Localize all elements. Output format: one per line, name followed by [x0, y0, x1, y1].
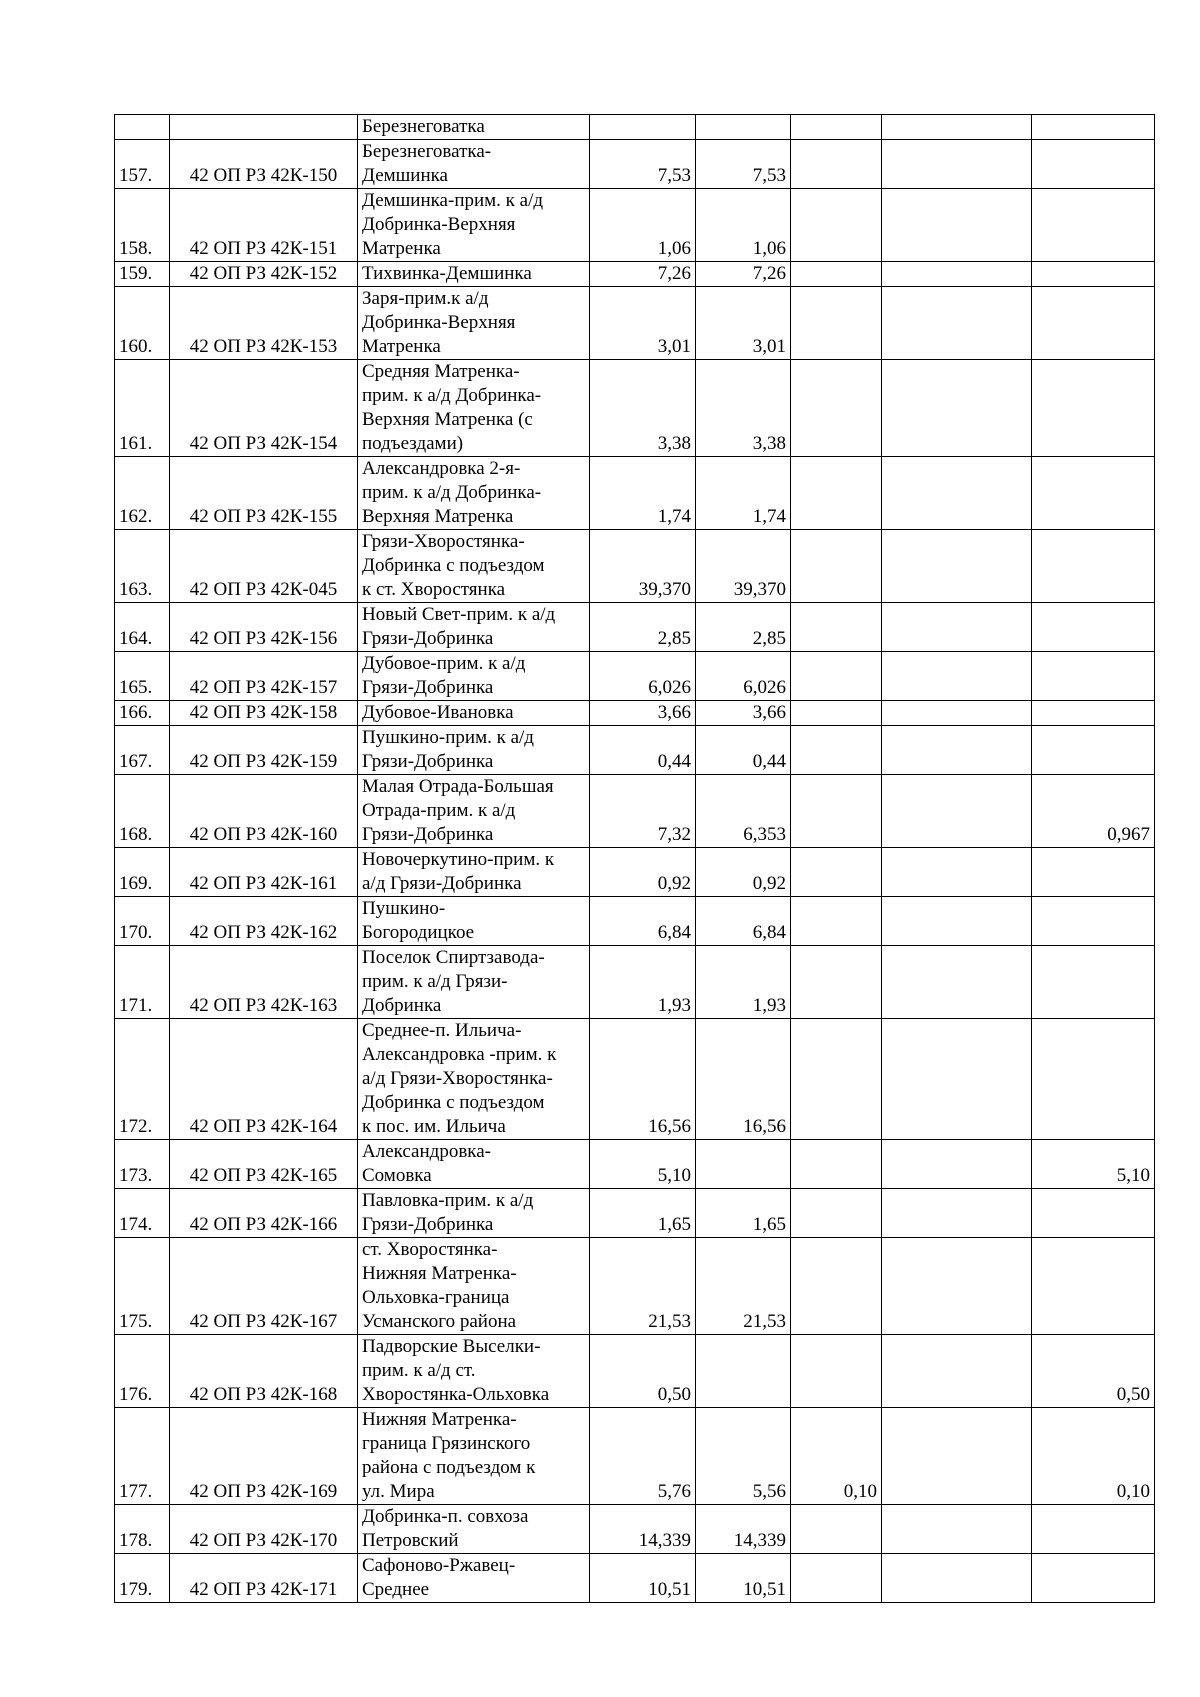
- road-name-cell: Пушкино-прим. к а/д Грязи-Добринка: [358, 726, 590, 775]
- length-col-1-cell: 7,53: [696, 140, 791, 189]
- length-col-1-cell: 1,65: [696, 1189, 791, 1238]
- road-name-cell: Добринка-п. совхоза Петровский: [358, 1505, 590, 1554]
- total-length-cell: 7,32: [590, 775, 696, 848]
- length-col-1-cell: 3,66: [696, 701, 791, 726]
- road-id-cell: 42 ОП РЗ 42К-161: [170, 848, 358, 897]
- length-col-3-cell: [882, 530, 1032, 603]
- road-name-cell: Падворские Выселки- прим. к а/д ст. Хворостянка-Ольховка: [358, 1335, 590, 1408]
- length-col-1-cell: 0,92: [696, 848, 791, 897]
- road-id-cell: 42 ОП РЗ 42К-154: [170, 360, 358, 457]
- length-col-1-cell: 1,06: [696, 189, 791, 262]
- road-id-cell: 42 ОП РЗ 42К-045: [170, 530, 358, 603]
- length-col-1-cell: 3,01: [696, 287, 791, 360]
- road-name-cell: Березнеговатка- Демшинка: [358, 140, 590, 189]
- length-col-4-cell: [1032, 287, 1155, 360]
- length-col-2-cell: [791, 1019, 882, 1140]
- road-id-cell: 42 ОП РЗ 42К-152: [170, 262, 358, 287]
- row-number-cell: 163.: [115, 530, 170, 603]
- total-length-cell: 3,38: [590, 360, 696, 457]
- length-col-4-cell: [1032, 897, 1155, 946]
- length-col-4-cell: 0,10: [1032, 1408, 1155, 1505]
- table-row: [115, 1189, 1155, 1238]
- row-number-cell: 173.: [115, 1140, 170, 1189]
- total-length-cell: 1,65: [590, 1189, 696, 1238]
- length-col-4-cell: [1032, 530, 1155, 603]
- length-col-4-cell: [1032, 140, 1155, 189]
- road-name-cell: Нижняя Матренка- граница Грязинского района с подъездом к ул. Мира: [358, 1408, 590, 1505]
- row-number-cell: 175.: [115, 1238, 170, 1335]
- length-col-1-cell: 39,370: [696, 530, 791, 603]
- length-col-1-cell: 7,26: [696, 262, 791, 287]
- length-col-2-cell: [791, 726, 882, 775]
- length-col-3-cell: [882, 360, 1032, 457]
- table-row: [115, 848, 1155, 897]
- length-col-2-cell: [791, 701, 882, 726]
- road-name-cell: Тихвинка-Демшинка: [358, 262, 590, 287]
- total-length-cell: 2,85: [590, 603, 696, 652]
- length-col-3-cell: [882, 652, 1032, 701]
- row-number-cell: 169.: [115, 848, 170, 897]
- road-id-cell: 42 ОП РЗ 42К-162: [170, 897, 358, 946]
- length-col-1-cell: 10,51: [696, 1554, 791, 1603]
- table-row: [115, 1019, 1155, 1140]
- table-row: [115, 530, 1155, 603]
- table-row: [115, 652, 1155, 701]
- length-col-4-cell: [1032, 726, 1155, 775]
- table-row: [115, 1505, 1155, 1554]
- length-col-1-cell: 16,56: [696, 1019, 791, 1140]
- road-name-cell: Грязи-Хворостянка- Добринка с подъездом к ст. Хворостянка: [358, 530, 590, 603]
- road-id-cell: 42 ОП РЗ 42К-155: [170, 457, 358, 530]
- total-length-cell: 39,370: [590, 530, 696, 603]
- length-col-3-cell: [882, 1140, 1032, 1189]
- length-col-3-cell: [882, 1189, 1032, 1238]
- table-row: [115, 457, 1155, 530]
- road-id-cell: 42 ОП РЗ 42К-159: [170, 726, 358, 775]
- road-name-cell: Демшинка-прим. к а/д Добринка-Верхняя Матренка: [358, 189, 590, 262]
- length-col-4-cell: [1032, 1238, 1155, 1335]
- total-length-cell: 7,26: [590, 262, 696, 287]
- road-id-cell: 42 ОП РЗ 42К-171: [170, 1554, 358, 1603]
- length-col-1-cell: [696, 1140, 791, 1189]
- length-col-4-cell: 0,50: [1032, 1335, 1155, 1408]
- road-id-cell: 42 ОП РЗ 42К-168: [170, 1335, 358, 1408]
- road-id-cell: 42 ОП РЗ 42К-164: [170, 1019, 358, 1140]
- road-name-cell: Заря-прим.к а/д Добринка-Верхняя Матренка: [358, 287, 590, 360]
- row-number-cell: 161.: [115, 360, 170, 457]
- total-length-cell: 21,53: [590, 1238, 696, 1335]
- road-id-cell: 42 ОП РЗ 42К-158: [170, 701, 358, 726]
- road-name-cell: Дубовое-Ивановка: [358, 701, 590, 726]
- table-row: [115, 1238, 1155, 1335]
- row-number-cell: 166.: [115, 701, 170, 726]
- length-col-3-cell: [882, 1238, 1032, 1335]
- road-name-cell: Среднее-п. Ильича- Александровка -прим. к а/д Грязи-Хворостянка- Добринка с подъездом к пос. им. Ильича: [358, 1019, 590, 1140]
- road-id-cell: 42 ОП РЗ 42К-166: [170, 1189, 358, 1238]
- road-name-cell: Малая Отрада-Большая Отрада-прим. к а/д Грязи-Добринка: [358, 775, 590, 848]
- total-length-cell: 5,10: [590, 1140, 696, 1189]
- table-row: [115, 189, 1155, 262]
- table-body: [115, 115, 1155, 1603]
- length-col-1-cell: 2,85: [696, 603, 791, 652]
- row-number-cell: 159.: [115, 262, 170, 287]
- length-col-4-cell: [1032, 1189, 1155, 1238]
- length-col-4-cell: [1032, 115, 1155, 140]
- road-id-cell: 42 ОП РЗ 42К-165: [170, 1140, 358, 1189]
- length-col-2-cell: [791, 115, 882, 140]
- table-row: [115, 603, 1155, 652]
- length-col-2-cell: [791, 530, 882, 603]
- length-col-3-cell: [882, 457, 1032, 530]
- length-col-4-cell: [1032, 1019, 1155, 1140]
- row-number-cell: 164.: [115, 603, 170, 652]
- road-name-cell: Пушкино- Богородицкое: [358, 897, 590, 946]
- row-number-cell: [115, 115, 170, 140]
- road-id-cell: 42 ОП РЗ 42К-160: [170, 775, 358, 848]
- table-row: [115, 360, 1155, 457]
- table-row: [115, 140, 1155, 189]
- length-col-2-cell: [791, 848, 882, 897]
- length-col-2-cell: [791, 287, 882, 360]
- length-col-2-cell: [791, 775, 882, 848]
- length-col-1-cell: [696, 115, 791, 140]
- road-id-cell: 42 ОП РЗ 42К-170: [170, 1505, 358, 1554]
- length-col-3-cell: [882, 1335, 1032, 1408]
- road-name-cell: Новый Свет-прим. к а/д Грязи-Добринка: [358, 603, 590, 652]
- total-length-cell: 1,74: [590, 457, 696, 530]
- length-col-3-cell: [882, 262, 1032, 287]
- row-number-cell: 174.: [115, 1189, 170, 1238]
- road-name-cell: Новочеркутино-прим. к а/д Грязи-Добринка: [358, 848, 590, 897]
- length-col-2-cell: [791, 1238, 882, 1335]
- table-row: [115, 775, 1155, 848]
- total-length-cell: 0,44: [590, 726, 696, 775]
- length-col-2-cell: [791, 1335, 882, 1408]
- length-col-2-cell: [791, 603, 882, 652]
- road-name-cell: Сафоново-Ржавец- Среднее: [358, 1554, 590, 1603]
- table-row: [115, 897, 1155, 946]
- road-name-cell: ст. Хворостянка- Нижняя Матренка- Ольховка-граница Усманского района: [358, 1238, 590, 1335]
- table-row: [115, 287, 1155, 360]
- table-row: [115, 701, 1155, 726]
- length-col-1-cell: 1,74: [696, 457, 791, 530]
- length-col-2-cell: [791, 1189, 882, 1238]
- row-number-cell: 177.: [115, 1408, 170, 1505]
- road-name-cell: Березнеговатка: [358, 115, 590, 140]
- row-number-cell: 168.: [115, 775, 170, 848]
- length-col-3-cell: [882, 287, 1032, 360]
- length-col-2-cell: [791, 1140, 882, 1189]
- row-number-cell: 176.: [115, 1335, 170, 1408]
- table-row: [115, 1335, 1155, 1408]
- length-col-3-cell: [882, 848, 1032, 897]
- length-col-4-cell: [1032, 1554, 1155, 1603]
- table-row: [115, 1554, 1155, 1603]
- road-id-cell: [170, 115, 358, 140]
- length-col-3-cell: [882, 189, 1032, 262]
- row-number-cell: 167.: [115, 726, 170, 775]
- row-number-cell: 162.: [115, 457, 170, 530]
- length-col-4-cell: [1032, 189, 1155, 262]
- total-length-cell: 0,92: [590, 848, 696, 897]
- row-number-cell: 170.: [115, 897, 170, 946]
- table-row: [115, 1408, 1155, 1505]
- row-number-cell: 158.: [115, 189, 170, 262]
- row-number-cell: 178.: [115, 1505, 170, 1554]
- table-row: [115, 726, 1155, 775]
- total-length-cell: 10,51: [590, 1554, 696, 1603]
- length-col-4-cell: [1032, 652, 1155, 701]
- length-col-2-cell: [791, 946, 882, 1019]
- length-col-2-cell: [791, 652, 882, 701]
- length-col-3-cell: [882, 701, 1032, 726]
- total-length-cell: 6,84: [590, 897, 696, 946]
- length-col-1-cell: [696, 1335, 791, 1408]
- total-length-cell: 16,56: [590, 1019, 696, 1140]
- total-length-cell: 3,01: [590, 287, 696, 360]
- length-col-2-cell: [791, 1505, 882, 1554]
- row-number-cell: 172.: [115, 1019, 170, 1140]
- length-col-2-cell: [791, 897, 882, 946]
- road-name-cell: Павловка-прим. к а/д Грязи-Добринка: [358, 1189, 590, 1238]
- length-col-2-cell: [791, 262, 882, 287]
- road-id-cell: 42 ОП РЗ 42К-151: [170, 189, 358, 262]
- table-row: [115, 115, 1155, 140]
- row-number-cell: 157.: [115, 140, 170, 189]
- length-col-4-cell: [1032, 603, 1155, 652]
- length-col-4-cell: [1032, 1505, 1155, 1554]
- length-col-3-cell: [882, 897, 1032, 946]
- total-length-cell: 0,50: [590, 1335, 696, 1408]
- length-col-1-cell: 6,026: [696, 652, 791, 701]
- total-length-cell: 1,06: [590, 189, 696, 262]
- length-col-2-cell: [791, 1554, 882, 1603]
- road-id-cell: 42 ОП РЗ 42К-167: [170, 1238, 358, 1335]
- road-name-cell: Александровка- Сомовка: [358, 1140, 590, 1189]
- length-col-1-cell: 1,93: [696, 946, 791, 1019]
- road-id-cell: 42 ОП РЗ 42К-156: [170, 603, 358, 652]
- row-number-cell: 165.: [115, 652, 170, 701]
- length-col-4-cell: [1032, 262, 1155, 287]
- length-col-3-cell: [882, 1408, 1032, 1505]
- length-col-4-cell: [1032, 701, 1155, 726]
- total-length-cell: 7,53: [590, 140, 696, 189]
- length-col-1-cell: 0,44: [696, 726, 791, 775]
- road-id-cell: 42 ОП РЗ 42К-150: [170, 140, 358, 189]
- road-name-cell: Поселок Спиртзавода- прим. к а/д Грязи- Добринка: [358, 946, 590, 1019]
- length-col-2-cell: [791, 360, 882, 457]
- length-col-1-cell: 6,353: [696, 775, 791, 848]
- length-col-3-cell: [882, 140, 1032, 189]
- length-col-3-cell: [882, 603, 1032, 652]
- length-col-1-cell: 6,84: [696, 897, 791, 946]
- length-col-4-cell: 5,10: [1032, 1140, 1155, 1189]
- total-length-cell: 5,76: [590, 1408, 696, 1505]
- road-name-cell: Средняя Матренка- прим. к а/д Добринка- Верхняя Матренка (с подъездами): [358, 360, 590, 457]
- row-number-cell: 179.: [115, 1554, 170, 1603]
- length-col-2-cell: [791, 457, 882, 530]
- road-id-cell: 42 ОП РЗ 42К-169: [170, 1408, 358, 1505]
- road-id-cell: 42 ОП РЗ 42К-157: [170, 652, 358, 701]
- total-length-cell: 3,66: [590, 701, 696, 726]
- length-col-3-cell: [882, 946, 1032, 1019]
- road-id-cell: 42 ОП РЗ 42К-153: [170, 287, 358, 360]
- road-name-cell: Александровка 2-я- прим. к а/д Добринка- Верхняя Матренка: [358, 457, 590, 530]
- length-col-3-cell: [882, 1505, 1032, 1554]
- table-row: [115, 262, 1155, 287]
- table-row: [115, 946, 1155, 1019]
- total-length-cell: 1,93: [590, 946, 696, 1019]
- length-col-1-cell: 21,53: [696, 1238, 791, 1335]
- length-col-4-cell: [1032, 360, 1155, 457]
- length-col-4-cell: [1032, 457, 1155, 530]
- length-col-3-cell: [882, 1554, 1032, 1603]
- length-col-3-cell: [882, 1019, 1032, 1140]
- length-col-4-cell: [1032, 946, 1155, 1019]
- length-col-4-cell: [1032, 848, 1155, 897]
- length-col-1-cell: 3,38: [696, 360, 791, 457]
- total-length-cell: [590, 115, 696, 140]
- table-row: [115, 1140, 1155, 1189]
- length-col-1-cell: 14,339: [696, 1505, 791, 1554]
- length-col-1-cell: 5,56: [696, 1408, 791, 1505]
- length-col-3-cell: [882, 775, 1032, 848]
- total-length-cell: 14,339: [590, 1505, 696, 1554]
- length-col-3-cell: [882, 726, 1032, 775]
- length-col-2-cell: 0,10: [791, 1408, 882, 1505]
- length-col-2-cell: [791, 140, 882, 189]
- length-col-4-cell: 0,967: [1032, 775, 1155, 848]
- road-name-cell: Дубовое-прим. к а/д Грязи-Добринка: [358, 652, 590, 701]
- row-number-cell: 171.: [115, 946, 170, 1019]
- row-number-cell: 160.: [115, 287, 170, 360]
- total-length-cell: 6,026: [590, 652, 696, 701]
- length-col-2-cell: [791, 189, 882, 262]
- length-col-3-cell: [882, 115, 1032, 140]
- roads-table: [114, 114, 1155, 1603]
- road-id-cell: 42 ОП РЗ 42К-163: [170, 946, 358, 1019]
